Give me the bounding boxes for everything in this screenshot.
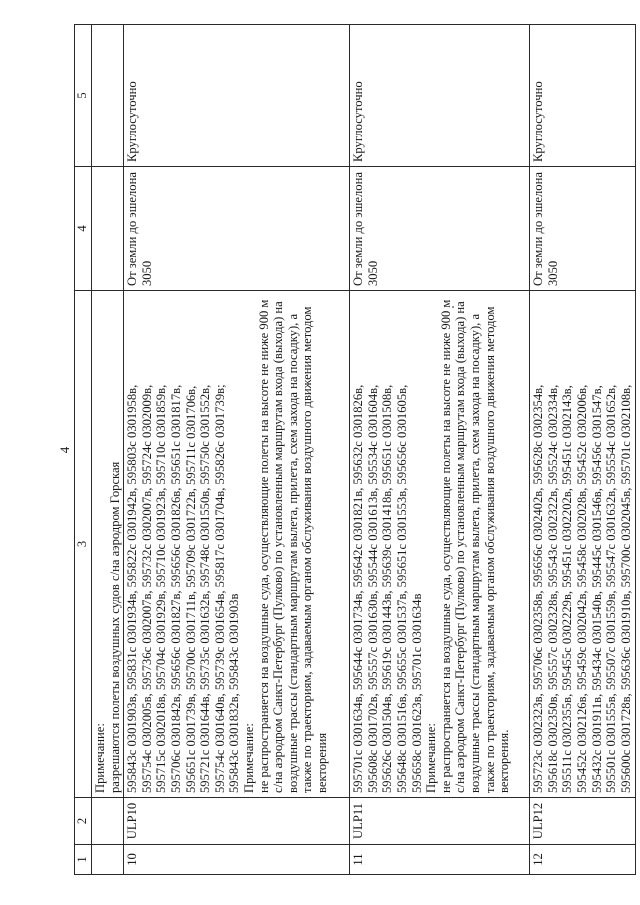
operating-time: Круглосуточно	[350, 25, 530, 167]
zone-code: ULP11	[350, 798, 530, 845]
table-row	[530, 25, 636, 875]
coords-line: 595600с 0301728в, 595636с 0301910в, 595700с 0302045в, 595701с 0302108в,	[618, 384, 633, 793]
zone-code: ULP12	[530, 798, 636, 845]
table-header-row	[75, 25, 92, 875]
coords-line: 595721с 0301644в, 595735с 0301632в, 595748с 0301550в, 595750с 0301552в,	[198, 384, 213, 793]
rotated-page-content	[57, 25, 633, 875]
coords-line: 595511с 0302355в, 595455с 0302229в, 595451с 0302202в, 595451с 0302143в,	[560, 385, 575, 793]
altitude-limits: От земли до эшелона 3050	[530, 167, 636, 291]
note-row-blank-4	[92, 167, 124, 291]
coords-line: 595501с 0301555в, 595507с 0301559в, 595547с 0301632в, 595554с 0301652в,	[604, 384, 619, 793]
altitude-limits: От земли до эшелона 3050	[124, 167, 350, 291]
zone-boundary-cell	[530, 291, 636, 798]
row-number: 12	[530, 845, 636, 875]
header-col-2: 2	[75, 798, 92, 845]
coords-line: 595715с 0302018в, 595704с 0301929в, 595710с 0301923в, 595710с 0301859в,	[154, 384, 169, 793]
zone-boundary-cell	[124, 291, 350, 798]
coords-line: 595618с 0302350в, 595557с 0302328в, 595543с 0302322в, 595524с 0302334в,	[545, 384, 560, 793]
header-col-1: 1	[75, 845, 92, 875]
row-number: 10	[124, 845, 350, 875]
coords-line: 595648с 0301516в, 595655с 0301537в, 595651с 0301553в, 595656с 0301605в,	[394, 384, 409, 793]
zone-boundary-cell	[350, 291, 530, 798]
zone-code: ULP10	[124, 798, 350, 845]
note-text: не распространяется на воздушные суда, осуществляющие полеты на высоте не ниже 900 м с/на аэродром Санкт-Петербург (Пулково) по установленным маршрутам входа (выхода) на воздушные трассы (стандартным маршрутам вылета, прилета, схем захода на посадку), а также по траекториям, задаваемым органом обслуживания воздушного движения методом векторения	[256, 299, 329, 793]
coords-line: 595651с 0301739в, 595700с 0301711в, 595709с 0301722в, 595711с 0301706в,	[183, 385, 198, 793]
coords-line: 595432с 0301911в, 595434с 0301540в, 595445с 0301546в, 595456с 0301547в,	[589, 385, 604, 793]
table-row	[350, 25, 530, 875]
row-number: 11	[350, 845, 530, 875]
coords-line: 595843с 0301903в, 595831с 0301934в, 595822с 0301942в, 595803с 0301958в,	[125, 384, 140, 793]
header-col-4: 4	[75, 167, 92, 291]
note-text: разрешаются полеты воздушных судов с/на аэродром Горская	[107, 461, 122, 793]
operating-time: Круглосуточно	[530, 25, 636, 167]
note-row-text-cell	[92, 291, 124, 798]
note-text: не распространяется на воздушные суда, осуществляющие полеты на высоте не ниже 900 м с/на аэродром Санкт-Петербург (Пулково) по установленным маршрутам входа (выхода) на воздушные трассы (стандартным маршрутам вылета, прилета, схем захода на посадку), а также по траекториям, задаваемым органом обслуживания воздушного движения методом векторения.	[438, 299, 512, 793]
note-row-blank-1	[92, 845, 124, 875]
coords-line: 595701с 0301634в, 595644с 0301734в, 595642с 0301821в, 595632с 0301826в,	[351, 384, 366, 793]
note-row-blank-2	[92, 798, 124, 845]
coords-line: 595626с 0301504в, 595619с 0301443в, 595639с 0301418в, 595651с 0301508в,	[380, 384, 395, 793]
coords-line: 595452с 0302126в, 595459с 0302042в, 595458с 0302028в, 595452с 0302006в,	[574, 384, 589, 793]
note-row-blank-5	[92, 25, 124, 167]
header-col-5: 5	[75, 25, 92, 167]
coords-line: 595754с 0302005в, 595736с 0302007в, 595732с 0302007в, 595724с 0302009в,	[139, 384, 154, 793]
page-number: 4	[57, 446, 72, 454]
coords-line: 595658с 0301623в, 595701с 0301634в	[409, 593, 424, 793]
coords-line: 595843с 0301832в, 595843с 0301903в	[227, 593, 242, 793]
coords-line: 595608с 0301702в, 595557с 0301630в, 595544с 0301613в, 595534с 0301604в,	[365, 384, 380, 793]
note-label: Примечание:	[93, 723, 107, 793]
coords-line: 595723с 0302323в, 595706с 0302358в, 595656с 0302402в, 595628с 0302354в,	[531, 384, 546, 793]
operating-time: Круглосуточно	[124, 25, 350, 167]
table-row	[124, 25, 350, 875]
note-label: Примечание:	[424, 723, 439, 793]
altitude-limits: От земли до эшелона 3050	[350, 167, 530, 291]
note-label: Примечание:	[241, 723, 256, 793]
airspace-table	[74, 24, 636, 875]
coords-line: 595706с 0301842в, 595656с 0301827в, 595656с 0301826в, 595651с 0301817в,	[168, 384, 183, 793]
coords-line: 595754с 0301640в, 595739с 0301654в, 595817с 0301704в, 595826с 0301739в;	[212, 384, 227, 793]
note-row	[92, 25, 124, 875]
header-col-3: 3	[75, 291, 92, 798]
